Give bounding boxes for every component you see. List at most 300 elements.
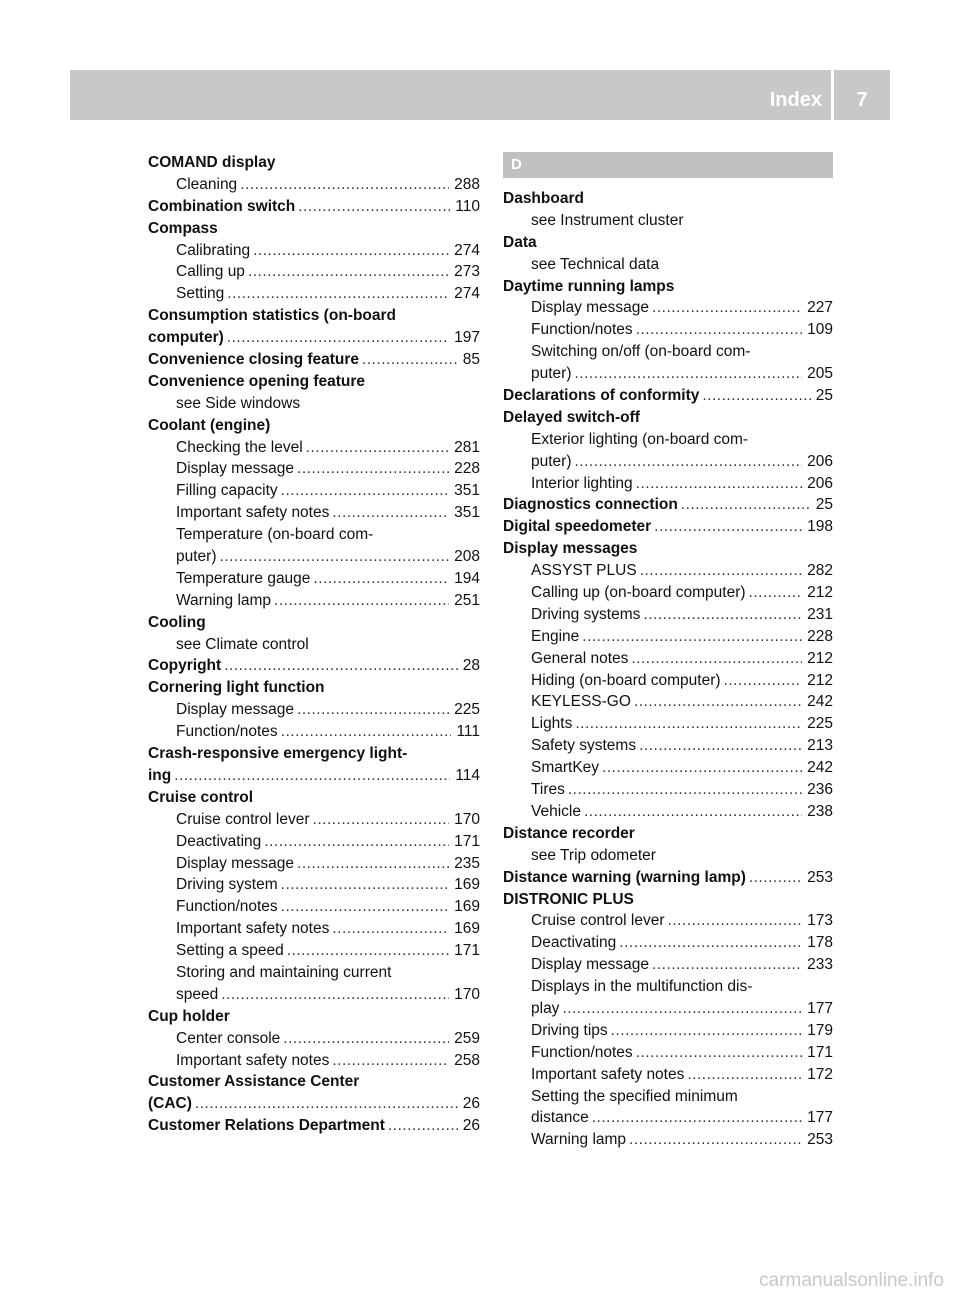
- page-reference[interactable]: 177: [807, 999, 833, 1017]
- page-reference[interactable]: 25: [815, 387, 833, 405]
- page-reference[interactable]: 351: [454, 482, 480, 500]
- index-entry-text: Calling up (on-board computer): [531, 584, 746, 602]
- index-entry[interactable]: [148, 721, 480, 743]
- index-entry[interactable]: [503, 297, 833, 319]
- page-reference[interactable]: 212: [807, 649, 833, 667]
- dot-leader: [582, 626, 802, 648]
- dot-leader: [221, 984, 449, 1006]
- index-entry[interactable]: [503, 494, 833, 516]
- index-column-left: [148, 152, 480, 1137]
- index-entry[interactable]: [503, 560, 833, 582]
- index-entry[interactable]: [148, 261, 480, 283]
- index-entry: [148, 524, 480, 546]
- dot-leader: [687, 1064, 802, 1086]
- page-reference[interactable]: 25: [815, 496, 833, 514]
- dot-leader: [636, 319, 802, 341]
- index-entry: [503, 429, 833, 451]
- index-entry-text: Cornering light function: [148, 679, 325, 697]
- index-entry[interactable]: [148, 327, 480, 349]
- dot-leader: [568, 779, 802, 801]
- index-entry-text: Switching on/off (on-board com-: [531, 343, 751, 361]
- index-entry-text: distance: [531, 1109, 589, 1127]
- dot-leader: [681, 494, 811, 516]
- index-entry-text: Copyright: [148, 657, 222, 675]
- index-entry: [503, 889, 833, 911]
- index-entry[interactable]: [148, 940, 480, 962]
- index-entry-text: Dashboard: [503, 190, 584, 207]
- index-entry-text: Cruise control lever: [531, 912, 665, 930]
- dot-leader: [619, 932, 802, 954]
- index-entry-text: Warning lamp: [176, 591, 272, 609]
- page-reference[interactable]: 228: [454, 460, 480, 478]
- page-reference[interactable]: 26: [462, 1095, 480, 1113]
- index-entry: [148, 962, 480, 984]
- dot-leader: [313, 568, 449, 590]
- index-entry[interactable]: [503, 932, 833, 954]
- page-reference[interactable]: 28: [462, 657, 480, 675]
- index-entry[interactable]: [148, 349, 480, 371]
- index-entry: [503, 188, 833, 210]
- index-entry-text: Filling capacity: [176, 482, 278, 500]
- index-entry: [148, 1006, 480, 1028]
- page-reference[interactable]: 205: [807, 365, 833, 383]
- index-entry[interactable]: [503, 757, 833, 779]
- page-reference[interactable]: 351: [454, 504, 480, 522]
- index-entry[interactable]: [503, 1020, 833, 1042]
- index-entry-text: Function/notes: [531, 321, 633, 339]
- index-entry: [503, 407, 833, 429]
- index-entry: [503, 1086, 833, 1108]
- dot-leader: [652, 297, 802, 319]
- index-entry[interactable]: [148, 765, 480, 787]
- page-reference[interactable]: 206: [807, 452, 833, 470]
- index-entry-text: ASSYST PLUS: [531, 562, 637, 580]
- index-entry-text: Display message: [176, 701, 295, 719]
- index-entry: [148, 415, 480, 437]
- page-reference[interactable]: 26: [462, 1117, 480, 1135]
- page-reference[interactable]: 169: [454, 876, 480, 894]
- dot-leader: [631, 648, 802, 670]
- dot-leader: [611, 1020, 802, 1042]
- index-entry[interactable]: [503, 735, 833, 757]
- index-entry-text: Crash-responsive emergency light-: [148, 745, 408, 763]
- index-entry[interactable]: [148, 1050, 480, 1072]
- page-reference[interactable]: 236: [807, 781, 833, 799]
- dot-leader: [227, 327, 449, 349]
- page-reference[interactable]: 114: [455, 766, 480, 784]
- index-entry-text: see Climate control: [176, 635, 309, 653]
- index-entry[interactable]: [148, 480, 480, 502]
- page-reference[interactable]: 238: [807, 802, 833, 820]
- index-entry-text: ing: [148, 766, 172, 784]
- dot-leader: [575, 713, 802, 735]
- index-entry-text: Customer Assistance Center: [148, 1073, 360, 1091]
- index-entry-text: Driving tips: [531, 1021, 608, 1039]
- index-entry-text: Display message: [176, 460, 295, 478]
- dot-leader: [636, 473, 802, 495]
- page-reference[interactable]: 235: [454, 854, 480, 872]
- index-entry-text: puter): [176, 548, 217, 566]
- index-entry-text: Cruise control lever: [176, 810, 310, 828]
- index-entry: [503, 976, 833, 998]
- watermark: carmanualsonline.info: [759, 1270, 944, 1291]
- index-entry[interactable]: [148, 984, 480, 1006]
- page-reference[interactable]: 197: [454, 329, 480, 347]
- dot-leader: [274, 590, 449, 612]
- dot-leader: [281, 721, 452, 743]
- index-entry-text: Cooling: [148, 613, 206, 631]
- page-reference[interactable]: 281: [454, 438, 480, 456]
- section-letter-d: D: [503, 152, 833, 178]
- index-entry[interactable]: [148, 502, 480, 524]
- index-entry[interactable]: [148, 655, 480, 677]
- index-entry-text: Displays in the multifunction dis-: [531, 978, 753, 996]
- index-entry-text: Important safety notes: [176, 504, 330, 522]
- index-entry[interactable]: [503, 473, 833, 495]
- index-entry-text: DISTRONIC PLUS: [503, 890, 634, 908]
- page-reference[interactable]: 253: [807, 868, 833, 886]
- page-reference[interactable]: 231: [807, 605, 833, 623]
- index-entry-text: Function/notes: [531, 1043, 633, 1061]
- dot-leader: [253, 240, 449, 262]
- index-entry: [148, 634, 480, 656]
- page-reference[interactable]: 242: [807, 759, 833, 777]
- dot-leader: [220, 546, 450, 568]
- dot-leader: [584, 801, 802, 823]
- index-entry: [148, 612, 480, 634]
- index-entry-text: Function/notes: [176, 898, 278, 916]
- index-entry-text: Digital speedometer: [503, 518, 652, 536]
- page-reference[interactable]: 212: [807, 584, 833, 602]
- dot-leader: [224, 655, 458, 677]
- dot-leader: [240, 174, 449, 196]
- page-reference[interactable]: 233: [807, 956, 833, 974]
- index-entry-text: Driving systems: [531, 605, 641, 623]
- index-entry-text: see Trip odometer: [531, 846, 656, 864]
- dot-leader: [702, 385, 810, 407]
- index-entry-text: Setting a speed: [176, 942, 284, 960]
- page-reference[interactable]: 225: [807, 715, 833, 733]
- index-entry: [148, 305, 480, 327]
- page-reference[interactable]: 170: [454, 985, 480, 1003]
- page-reference[interactable]: 251: [454, 591, 480, 609]
- index-entry: [148, 743, 480, 765]
- dot-leader: [634, 691, 802, 713]
- dot-leader: [575, 451, 803, 473]
- index-entry[interactable]: [503, 1064, 833, 1086]
- index-entry[interactable]: [148, 240, 480, 262]
- index-entry-text: Convenience opening feature: [148, 372, 366, 390]
- index-entry-text: see Instrument cluster: [531, 211, 684, 229]
- index-entry-text: Interior lighting: [531, 474, 633, 492]
- page-reference[interactable]: 198: [807, 518, 833, 536]
- index-entry-text: Checking the level: [176, 438, 303, 456]
- page-reference[interactable]: 194: [454, 569, 480, 587]
- index-entry-text: see Technical data: [531, 255, 660, 273]
- dot-leader: [388, 1115, 458, 1137]
- index-entry[interactable]: [148, 853, 480, 875]
- page-reference[interactable]: 242: [807, 693, 833, 711]
- page-reference[interactable]: 282: [807, 562, 833, 580]
- index-entry-text: Delayed switch-off: [503, 408, 640, 426]
- dot-leader: [749, 582, 803, 604]
- dot-leader: [283, 1028, 449, 1050]
- index-entry-text: Distance warning (warning lamp): [503, 868, 746, 886]
- index-entry-text: Function/notes: [176, 723, 278, 741]
- dot-leader: [313, 809, 450, 831]
- dot-leader: [602, 757, 802, 779]
- page-title: Index: [769, 89, 822, 111]
- index-entry-text: Display message: [531, 956, 650, 974]
- page-reference[interactable]: 228: [807, 627, 833, 645]
- dot-leader: [264, 831, 449, 853]
- index-entry[interactable]: [148, 590, 480, 612]
- page-reference[interactable]: 179: [807, 1021, 833, 1039]
- index-entry-text: Safety systems: [531, 737, 637, 755]
- index-entry-text: COMAND display: [148, 154, 276, 171]
- index-entry-text: Cruise control: [148, 788, 254, 806]
- index-entry-text: KEYLESS-GO: [531, 693, 631, 711]
- index-entry[interactable]: [148, 1115, 480, 1137]
- index-entry-text: see Side windows: [176, 394, 301, 412]
- index-entry-text: Convenience closing feature: [148, 351, 360, 369]
- index-entry-text: General notes: [531, 649, 629, 667]
- index-entry-text: Hiding (on-board computer): [531, 671, 721, 689]
- index-entry-text: puter): [531, 452, 572, 470]
- dot-leader: [362, 349, 458, 371]
- index-entry[interactable]: [503, 451, 833, 473]
- dot-leader: [297, 699, 449, 721]
- dot-leader: [668, 910, 803, 932]
- dot-leader: [281, 896, 449, 918]
- index-entry[interactable]: [503, 1042, 833, 1064]
- index-entry-text: play: [531, 999, 560, 1017]
- index-entry[interactable]: [503, 385, 833, 407]
- page-reference[interactable]: 109: [807, 321, 833, 339]
- page-reference[interactable]: 212: [807, 671, 833, 689]
- index-entry[interactable]: [503, 1107, 833, 1129]
- page-reference[interactable]: 273: [454, 263, 480, 281]
- index-entry[interactable]: [148, 874, 480, 896]
- dot-leader: [281, 480, 449, 502]
- index-entry: [503, 538, 833, 560]
- page-reference[interactable]: 171: [807, 1043, 833, 1061]
- index-entry[interactable]: [503, 670, 833, 692]
- index-entry[interactable]: [503, 516, 833, 538]
- index-entry-text: Daytime running lamps: [503, 277, 675, 295]
- dot-leader: [724, 670, 803, 692]
- index-entry[interactable]: [503, 319, 833, 341]
- index-entry: [148, 677, 480, 699]
- page-reference[interactable]: 253: [807, 1131, 833, 1149]
- page-reference[interactable]: 169: [454, 920, 480, 938]
- index-entry-text: Combination switch: [148, 197, 296, 215]
- index-entry-text: Lights: [531, 715, 573, 733]
- page-reference[interactable]: 206: [807, 474, 833, 492]
- index-entry: [148, 218, 480, 240]
- index-entry[interactable]: [503, 626, 833, 648]
- index-entry-text: SmartKey: [531, 759, 600, 777]
- dot-leader: [652, 954, 802, 976]
- index-entry-text: Important safety notes: [176, 1051, 330, 1069]
- page-reference[interactable]: 213: [807, 737, 833, 755]
- index-entry-text: Display message: [531, 299, 650, 317]
- dot-leader: [332, 1050, 449, 1072]
- index-entry-text: Important safety notes: [531, 1065, 685, 1083]
- dot-leader: [640, 560, 802, 582]
- index-entry[interactable]: [503, 648, 833, 670]
- index-entry[interactable]: [148, 437, 480, 459]
- index-entry-text: Compass: [148, 219, 218, 237]
- page-reference[interactable]: 170: [454, 810, 480, 828]
- dot-leader: [749, 867, 802, 889]
- page-reference[interactable]: 178: [807, 934, 833, 952]
- page-reference[interactable]: 274: [454, 285, 480, 303]
- index-entry: [148, 152, 480, 174]
- index-column-right: [503, 152, 833, 1151]
- index-entry: [148, 393, 480, 415]
- index-entry: [503, 845, 833, 867]
- page-reference[interactable]: 274: [454, 241, 480, 259]
- dot-leader: [195, 1093, 458, 1115]
- index-entry-text: speed: [176, 985, 219, 1003]
- dot-leader: [298, 196, 450, 218]
- index-entry-text: (CAC): [148, 1095, 192, 1113]
- dot-leader: [636, 1042, 802, 1064]
- index-entry: [503, 823, 833, 845]
- dot-leader: [639, 735, 802, 757]
- index-entry[interactable]: [148, 1093, 480, 1115]
- page-reference[interactable]: 111: [456, 723, 480, 741]
- index-entry[interactable]: [148, 896, 480, 918]
- index-entry-text: Deactivating: [176, 832, 262, 850]
- index-entry-text: Warning lamp: [531, 1131, 627, 1149]
- page-reference[interactable]: 288: [454, 175, 480, 193]
- index-entry-text: Center console: [176, 1029, 281, 1047]
- dot-leader: [297, 458, 449, 480]
- index-entry-text: Temperature gauge: [176, 569, 311, 587]
- page-reference[interactable]: 172: [807, 1065, 833, 1083]
- page-reference[interactable]: 227: [807, 299, 833, 317]
- index-entry-text: Temperature (on-board com-: [176, 526, 374, 544]
- index-entry[interactable]: [148, 809, 480, 831]
- index-entry: [503, 254, 833, 276]
- index-entry-text: Distance recorder: [503, 824, 635, 842]
- dot-leader: [174, 765, 450, 787]
- index-entry[interactable]: [148, 283, 480, 305]
- dot-leader: [575, 363, 803, 385]
- index-entry: [503, 341, 833, 363]
- dot-leader: [297, 853, 449, 875]
- header-bar: [70, 70, 890, 120]
- index-entry[interactable]: [503, 604, 833, 626]
- index-entry-text: puter): [531, 365, 572, 383]
- index-entry-text: Cleaning: [176, 175, 238, 193]
- index-entry-text: Setting the specified minimum: [531, 1087, 738, 1105]
- index-entry-text: Important safety notes: [176, 920, 330, 938]
- index-entry[interactable]: [148, 568, 480, 590]
- dot-leader: [332, 918, 449, 940]
- index-entry: [148, 1071, 480, 1093]
- index-entry-text: Deactivating: [531, 934, 617, 952]
- index-entry[interactable]: [148, 699, 480, 721]
- index-entry-text: Coolant (engine): [148, 416, 271, 434]
- page-number: 7: [856, 89, 868, 111]
- index-entry-text: Declarations of conformity: [503, 387, 700, 405]
- index-entry-text: Cup holder: [148, 1007, 230, 1025]
- page-reference[interactable]: 225: [454, 701, 480, 719]
- index-entry-text: Customer Relations Department: [148, 1117, 385, 1135]
- index-entry[interactable]: [148, 918, 480, 940]
- index-entry[interactable]: [503, 713, 833, 735]
- index-entry[interactable]: [503, 582, 833, 604]
- dot-leader: [248, 261, 449, 283]
- index-entry: [148, 787, 480, 809]
- index-entry[interactable]: [503, 779, 833, 801]
- index-entry[interactable]: [503, 910, 833, 932]
- index-entry[interactable]: [503, 691, 833, 713]
- index-entry-text: Tires: [531, 781, 565, 799]
- page-reference[interactable]: 259: [454, 1029, 480, 1047]
- page-reference[interactable]: 171: [454, 942, 480, 960]
- index-entry[interactable]: [148, 174, 480, 196]
- index-entry[interactable]: [148, 1028, 480, 1050]
- index-entry-text: Display messages: [503, 540, 638, 558]
- page-reference[interactable]: 208: [454, 548, 480, 566]
- index-entry-text: Driving system: [176, 876, 278, 894]
- page-reference[interactable]: 85: [462, 351, 480, 369]
- page-reference[interactable]: 110: [455, 197, 480, 215]
- page-reference[interactable]: 177: [807, 1109, 833, 1127]
- index-entry-text: Display message: [176, 854, 295, 872]
- index-entry-text: Engine: [531, 627, 580, 645]
- dot-leader: [287, 940, 449, 962]
- index-entry[interactable]: [148, 831, 480, 853]
- dot-leader: [306, 437, 449, 459]
- index-entry-text: computer): [148, 329, 224, 347]
- index-entry[interactable]: [148, 196, 480, 218]
- dot-leader: [227, 283, 449, 305]
- dot-leader: [281, 874, 449, 896]
- index-entry: [503, 232, 833, 254]
- index-entry: [148, 371, 480, 393]
- index-entry[interactable]: [503, 363, 833, 385]
- dot-leader: [332, 502, 449, 524]
- index-entry: [503, 276, 833, 298]
- page-reference[interactable]: 258: [454, 1051, 480, 1069]
- index-entry[interactable]: [503, 1129, 833, 1151]
- index-entry[interactable]: [503, 998, 833, 1020]
- index-entry-text: Data: [503, 233, 537, 251]
- index-entry[interactable]: [148, 458, 480, 480]
- index-entry[interactable]: [503, 801, 833, 823]
- dot-leader: [592, 1107, 802, 1129]
- dot-leader: [562, 998, 802, 1020]
- index-entry-text: Setting: [176, 285, 225, 303]
- index-entry-text: Calibrating: [176, 241, 251, 259]
- index-entry[interactable]: [503, 954, 833, 976]
- page-reference[interactable]: 171: [454, 832, 480, 850]
- dot-leader: [629, 1129, 802, 1151]
- index-entry-text: Calling up: [176, 263, 245, 281]
- index-entry-text: Exterior lighting (on-board com-: [531, 430, 749, 448]
- index-entry[interactable]: [148, 546, 480, 568]
- page-reference[interactable]: 169: [454, 898, 480, 916]
- index-entry-text: Diagnostics connection: [503, 496, 678, 514]
- page-reference[interactable]: 173: [807, 912, 833, 930]
- dot-leader: [643, 604, 802, 626]
- index-entry[interactable]: [503, 867, 833, 889]
